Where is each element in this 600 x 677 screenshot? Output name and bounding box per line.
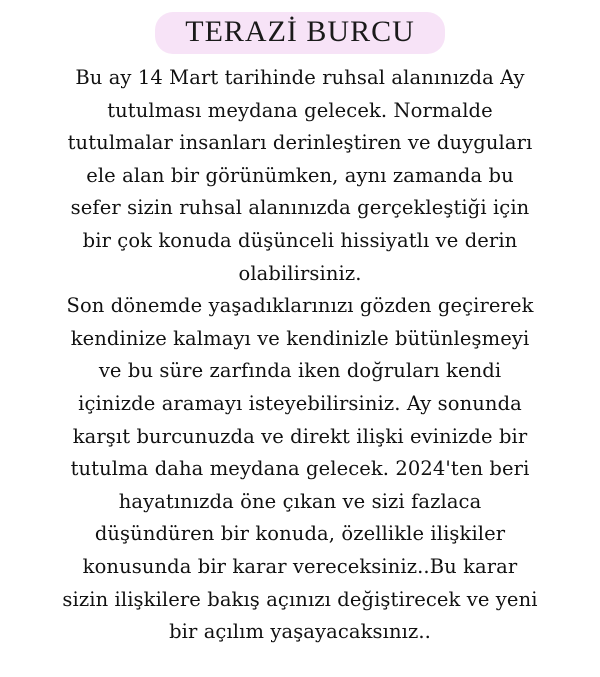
article-body [8, 62, 592, 649]
text-line: tutulmalar insanları derinleştiren ve duyguları [67, 131, 533, 155]
text-line: Bu ay 14 Mart tarihinde ruhsal alanınızda Ay [75, 66, 525, 89]
text-line: ve bu süre zarfında iken doğruları kendi [98, 359, 502, 383]
text-line: kendinize kalmayı ve kendinizle bütünleşmeyi [70, 326, 530, 350]
text-line: Son dönemde yaşadıklarınızı gözden geçirerek [66, 294, 534, 318]
text-line: düşündüren bir konuda, özellikle ilişkiler [94, 522, 506, 546]
text-line: tutulma daha meydana gelecek. 2024'ten beri [70, 457, 530, 481]
text-line: konusunda bir karar vereceksiniz..Bu karar [82, 554, 518, 578]
text-line: bir çok konuda düşünceli hissiyatlı ve derin [82, 228, 518, 252]
text-line: hayatınızda öne çıkan ve sizi fazlaca [118, 489, 482, 513]
text-line: içinizde aramayı isteyebilirsiniz. Ay sonunda [78, 391, 522, 415]
text-line: olabilirsiniz. [238, 261, 362, 285]
page-title: TERAZİ BURCU [155, 12, 445, 54]
text-line: karşıt burcunuzda ve direkt ilişki evinizde bir [72, 424, 528, 448]
text-line: ele alan bir görünümken, aynı zamanda bu [86, 163, 514, 187]
text-line: sefer sizin ruhsal alanınızda gerçekleştiği için [70, 196, 530, 220]
text-line: bir açılım yaşayacaksınız.. [169, 620, 431, 644]
title-container [0, 12, 600, 54]
text-line: tutulması meydana gelecek. Normalde [107, 98, 493, 122]
text-line: sizin ilişkilere bakış açınızı değiştirecek ve yeni [62, 587, 538, 611]
